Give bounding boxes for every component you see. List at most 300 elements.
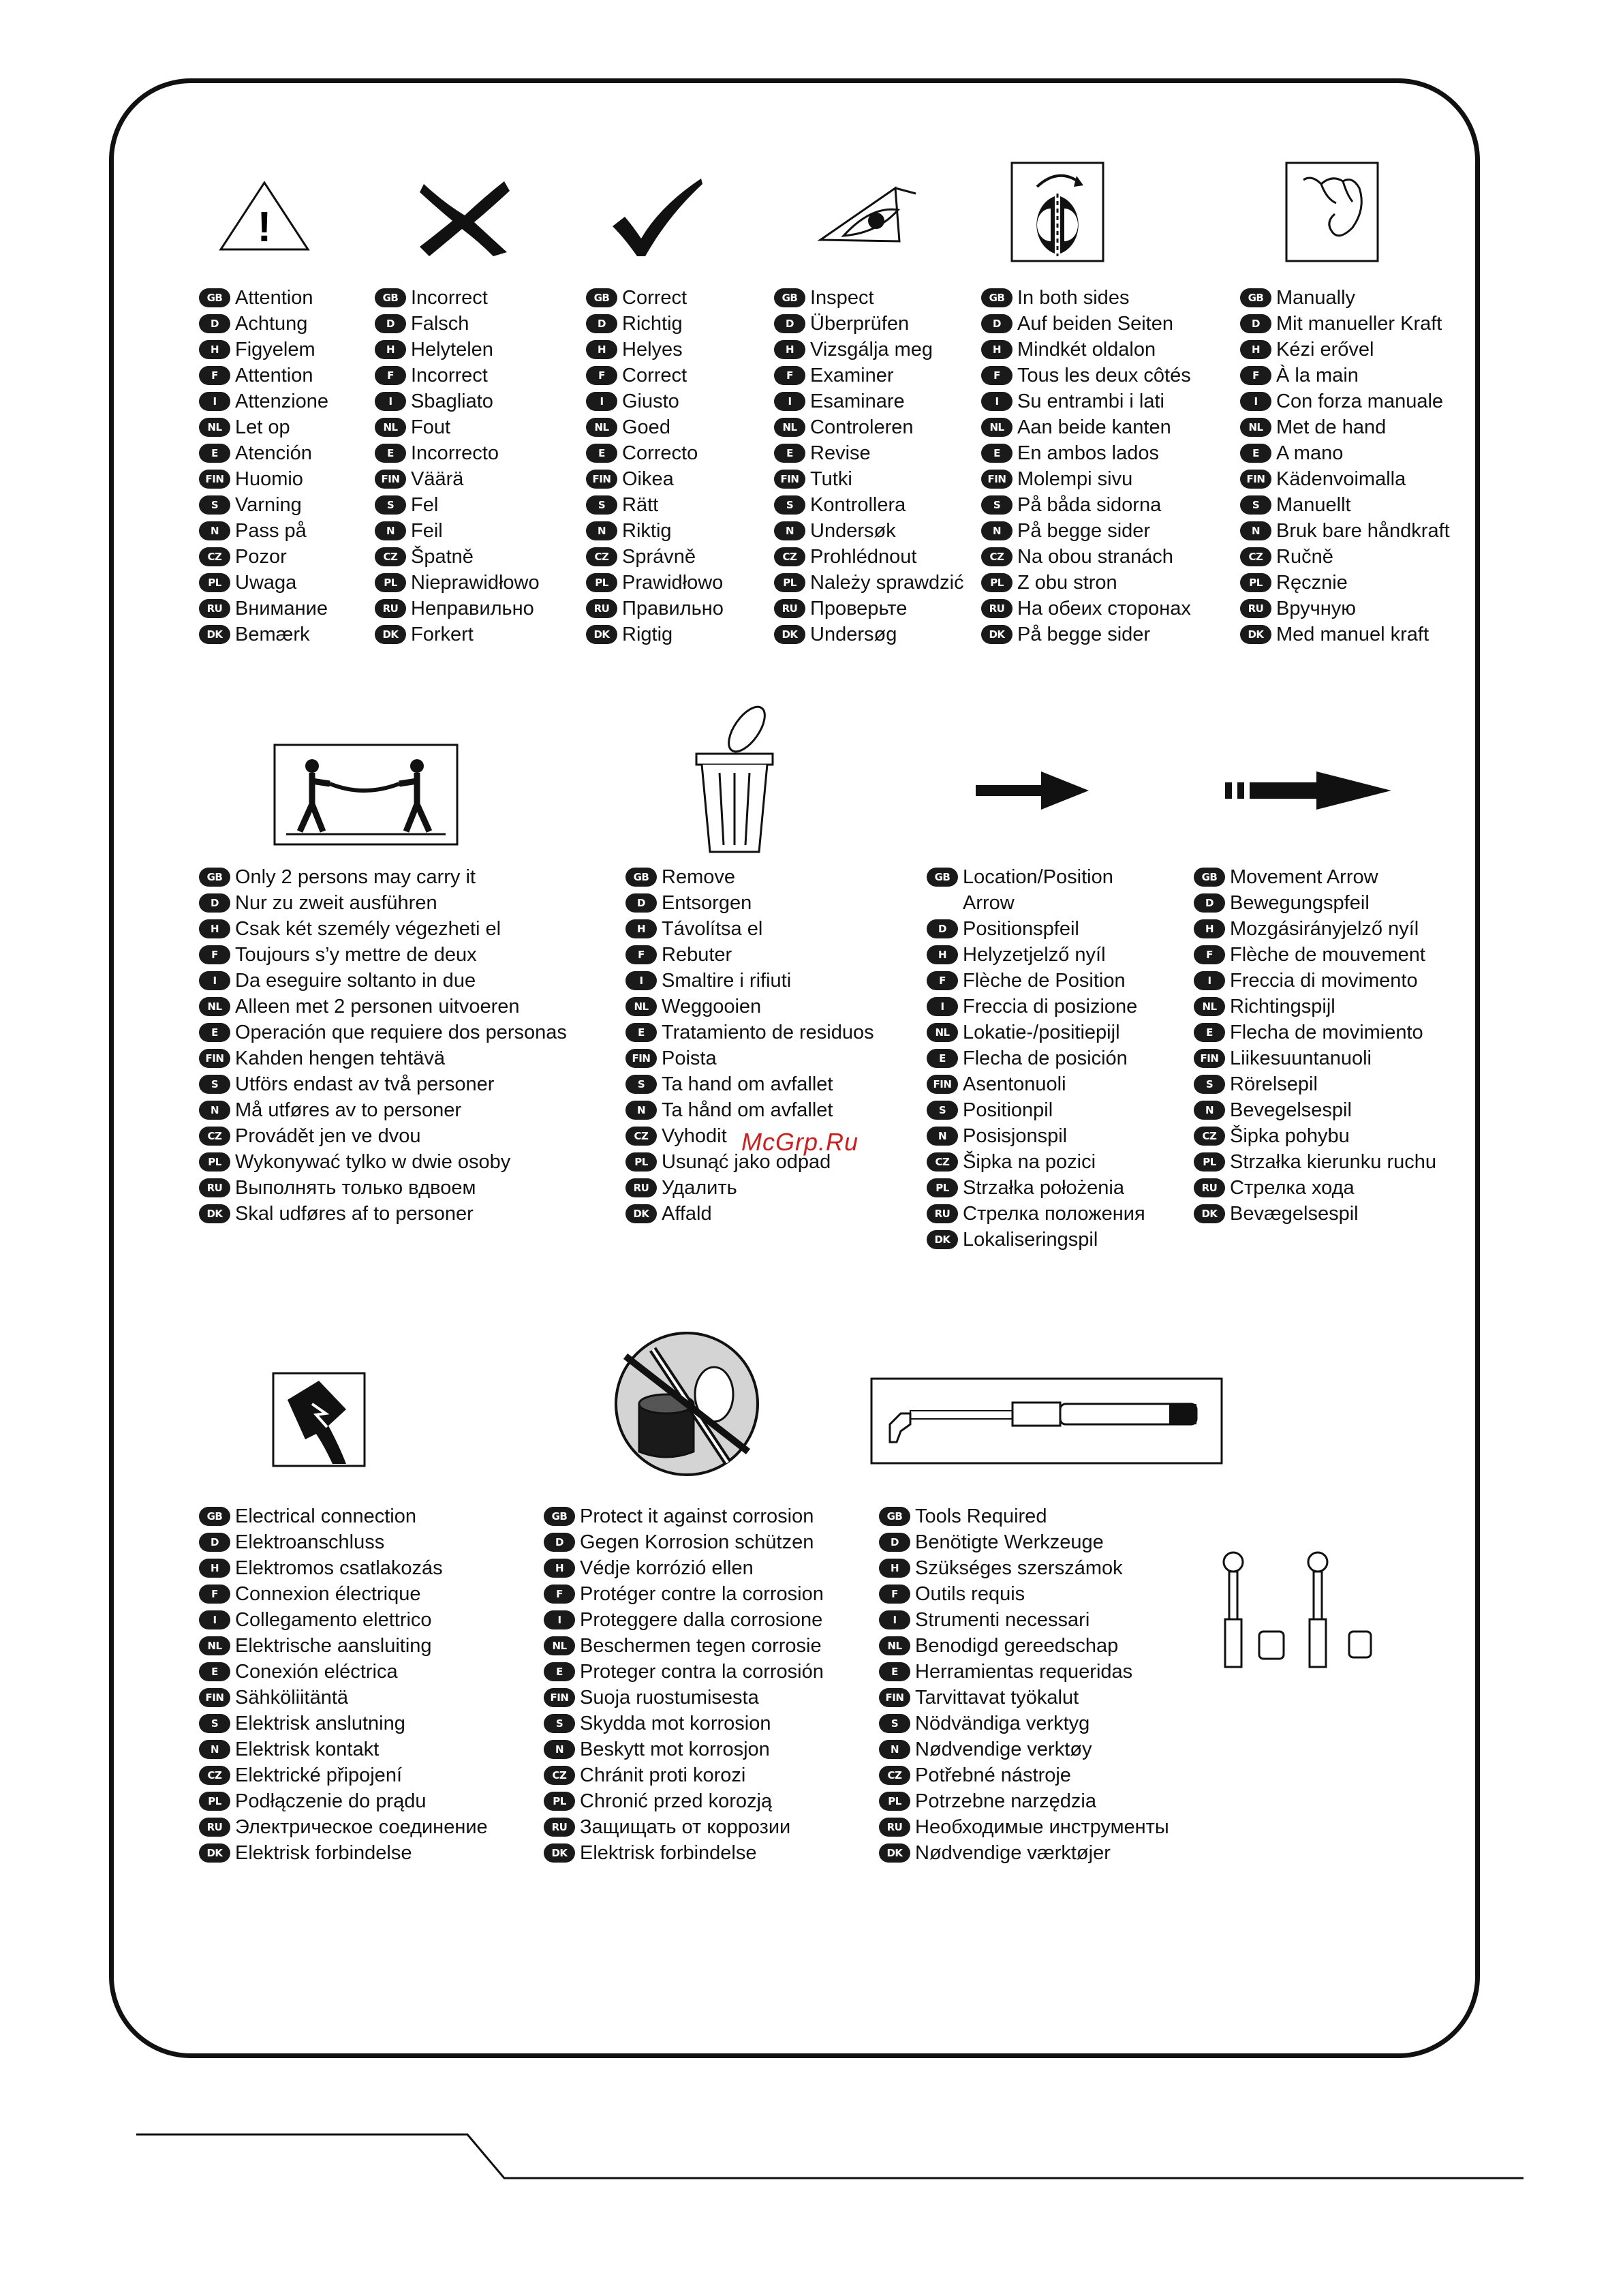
list-item	[544, 1503, 824, 1529]
list-item	[199, 1529, 488, 1555]
list-item	[199, 994, 567, 1020]
list-item	[199, 1840, 488, 1866]
list-item	[981, 518, 1191, 544]
list-item	[199, 1788, 488, 1814]
translation-text: Elektrické připojení	[235, 1764, 402, 1786]
list-item	[199, 1814, 488, 1840]
translation-text: Podłączenie do prądu	[235, 1790, 427, 1812]
language-badge: H	[1194, 919, 1225, 938]
list-item	[199, 1503, 488, 1529]
list-item	[774, 337, 964, 363]
translation-text: Pass på	[235, 520, 307, 542]
list-item	[375, 388, 540, 414]
language-badge: N	[1194, 1101, 1225, 1120]
translation-text: Revise	[810, 442, 871, 464]
list-item	[199, 492, 328, 518]
language-badge: DK	[927, 1230, 958, 1249]
language-badge: N	[586, 521, 617, 540]
translation-text: Richtig	[622, 313, 683, 335]
list-item	[1194, 1071, 1436, 1097]
language-badge: I	[199, 1610, 230, 1629]
translation-text: Manuellt	[1276, 494, 1351, 516]
list-item	[375, 285, 540, 311]
language-badge: D	[879, 1533, 910, 1552]
translation-text: Bemærk	[235, 624, 310, 645]
list-location-arrow	[927, 864, 1167, 1253]
list-item	[544, 1581, 824, 1607]
language-badge: NL	[774, 418, 805, 437]
language-badge: D	[375, 314, 406, 333]
language-badge: FIN	[586, 470, 617, 489]
list-item	[927, 1071, 1167, 1097]
list-item	[879, 1581, 1169, 1607]
list-item	[981, 311, 1191, 337]
language-badge: NL	[625, 997, 657, 1016]
language-badge: PL	[879, 1792, 910, 1811]
list-item	[199, 285, 328, 311]
list-item	[625, 864, 874, 890]
language-badge: NL	[879, 1636, 910, 1655]
language-badge: DK	[199, 625, 230, 644]
language-badge: N	[1240, 521, 1271, 540]
translation-text: Proteggere dalla corrosione	[580, 1609, 823, 1631]
language-badge: S	[586, 495, 617, 515]
translation-text: Helyzetjelző nyíl	[963, 944, 1106, 966]
list-item	[199, 1711, 488, 1736]
list-item	[544, 1736, 824, 1762]
translation-text: Riktig	[622, 520, 672, 542]
translation-text: Внимание	[235, 598, 328, 619]
translation-text: Ta hånd om avfallet	[662, 1099, 833, 1121]
translation-text: Mindkét oldalon	[1017, 339, 1156, 361]
language-badge: H	[625, 919, 657, 938]
translation-text: Remove	[662, 866, 735, 888]
translation-text: Helyes	[622, 339, 683, 361]
both-sides-icon	[1010, 161, 1105, 263]
list-item	[927, 1201, 1167, 1227]
list-item	[1240, 570, 1450, 596]
language-badge: DK	[774, 625, 805, 644]
language-badge: H	[544, 1559, 575, 1578]
list-item	[879, 1607, 1169, 1633]
eye-icon	[816, 179, 918, 254]
translation-text: Undersøg	[810, 624, 897, 645]
language-badge: DK	[1240, 625, 1271, 644]
translation-text: Let op	[235, 416, 290, 438]
language-badge: D	[544, 1533, 575, 1552]
translation-text: Tutki	[810, 468, 852, 490]
translation-text: Mit manueller Kraft	[1276, 313, 1442, 335]
list-item	[544, 1685, 824, 1711]
language-badge: CZ	[199, 1127, 230, 1146]
list-item	[927, 1123, 1167, 1149]
list-incorrect	[375, 285, 540, 647]
list-item	[981, 388, 1191, 414]
language-badge: RU	[199, 1178, 230, 1197]
list-item	[199, 622, 328, 647]
translation-text: Bewegungspfeil	[1230, 892, 1370, 914]
language-badge: NL	[981, 418, 1013, 437]
translation-text: Lokatie-/positiepijl	[963, 1022, 1120, 1043]
language-badge: PL	[199, 1792, 230, 1811]
list-item	[927, 968, 1167, 994]
list-item	[981, 337, 1191, 363]
translation-text: Feil	[411, 520, 443, 542]
list-item	[544, 1762, 824, 1788]
list-item	[927, 1175, 1167, 1201]
list-item	[1240, 363, 1450, 388]
trash-bin-icon	[692, 702, 781, 859]
language-badge: N	[199, 521, 230, 540]
translation-text: Location/Position Arrow	[963, 866, 1113, 914]
hand-icon	[1284, 161, 1380, 263]
list-item	[1240, 596, 1450, 622]
language-badge: S	[774, 495, 805, 515]
list-item	[879, 1762, 1169, 1788]
translation-text: Attenzione	[235, 391, 329, 412]
translation-text: Liikesuuntanuoli	[1230, 1047, 1372, 1069]
translation-text: Inspect	[810, 287, 874, 309]
list-item	[1240, 311, 1450, 337]
translation-text: Med manuel kraft	[1276, 624, 1429, 645]
language-badge: NL	[1240, 418, 1271, 437]
list-item	[625, 942, 874, 968]
translation-text: Flèche de mouvement	[1230, 944, 1425, 966]
translation-text: Удалить	[662, 1177, 737, 1199]
translation-text: Ręcznie	[1276, 572, 1348, 594]
list-item	[199, 1020, 567, 1045]
list-item	[586, 596, 724, 622]
list-item	[774, 285, 964, 311]
translation-text: Šipka pohybu	[1230, 1125, 1350, 1147]
language-badge: GB	[1240, 288, 1271, 307]
list-item	[927, 994, 1167, 1020]
list-item	[199, 968, 567, 994]
language-badge: I	[774, 392, 805, 411]
language-badge: RU	[774, 599, 805, 618]
list-item	[375, 414, 540, 440]
list-item	[586, 414, 724, 440]
language-badge: E	[879, 1662, 910, 1681]
translation-text: Nieprawidłowo	[411, 572, 540, 594]
language-badge: GB	[879, 1507, 910, 1526]
list-item	[879, 1555, 1169, 1581]
language-badge: F	[199, 945, 230, 964]
list-item	[879, 1659, 1169, 1685]
translation-text: Bevegelsespil	[1230, 1099, 1352, 1121]
list-item	[199, 864, 567, 890]
list-item	[586, 363, 724, 388]
translation-text: Tools Required	[915, 1505, 1047, 1527]
translation-text: Mozgásirányjelző nyíl	[1230, 918, 1419, 940]
language-badge: F	[199, 1585, 230, 1604]
list-item	[625, 994, 874, 1020]
language-badge: CZ	[375, 547, 406, 566]
translation-text: Correct	[622, 287, 687, 309]
language-badge: RU	[1240, 599, 1271, 618]
list-item	[1194, 968, 1436, 994]
language-badge: RU	[544, 1818, 575, 1837]
check-icon	[610, 176, 705, 258]
language-badge: FIN	[879, 1688, 910, 1707]
language-badge: PL	[375, 573, 406, 592]
list-item	[981, 492, 1191, 518]
language-badge: H	[774, 340, 805, 359]
language-badge: H	[199, 919, 230, 938]
language-badge: RU	[879, 1818, 910, 1837]
translation-text: Proteger contra la corrosión	[580, 1661, 824, 1683]
list-item	[586, 388, 724, 414]
list-item	[586, 518, 724, 544]
language-badge: H	[981, 340, 1013, 359]
translation-text: Forkert	[411, 624, 474, 645]
translation-text: Only 2 persons may carry it	[235, 866, 476, 888]
dashed-arrow-right-icon	[1225, 770, 1393, 811]
list-inspect	[774, 285, 964, 647]
translation-text: Protect it against corrosion	[580, 1505, 814, 1527]
translation-text: Collegamento elettrico	[235, 1609, 432, 1631]
list-item	[199, 466, 328, 492]
language-badge: GB	[375, 288, 406, 307]
language-badge: I	[199, 392, 230, 411]
translation-text: Nødvendige værktøjer	[915, 1842, 1111, 1864]
list-item	[544, 1607, 824, 1633]
language-badge: D	[625, 893, 657, 913]
language-badge: D	[774, 314, 805, 333]
translation-text: Examiner	[810, 365, 894, 386]
language-badge: S	[981, 495, 1013, 515]
translation-text: Undersøk	[810, 520, 896, 542]
list-item	[774, 596, 964, 622]
translation-text: Positionspfeil	[963, 918, 1079, 940]
wrench-icon	[869, 1377, 1224, 1465]
list-item	[375, 311, 540, 337]
language-badge: NL	[199, 997, 230, 1016]
language-badge: FIN	[1240, 470, 1271, 489]
translation-text: Tratamiento de residuos	[662, 1022, 874, 1043]
translation-text: Manually	[1276, 287, 1356, 309]
language-badge: I	[981, 392, 1013, 411]
list-item	[586, 440, 724, 466]
translation-text: På båda sidorna	[1017, 494, 1162, 516]
language-badge: RU	[981, 599, 1013, 618]
translation-text: Oikea	[622, 468, 674, 490]
translation-text: Strzałka kierunku ruchu	[1230, 1151, 1437, 1173]
translation-text: Esaminare	[810, 391, 905, 412]
translation-text: Incorrecto	[411, 442, 499, 464]
language-badge: NL	[586, 418, 617, 437]
list-item	[199, 440, 328, 466]
language-badge: N	[927, 1127, 958, 1146]
language-badge: S	[199, 1714, 230, 1733]
language-badge: RU	[625, 1178, 657, 1197]
list-item	[927, 1097, 1167, 1123]
list-item	[879, 1529, 1169, 1555]
language-badge: F	[1240, 366, 1271, 385]
list-item	[199, 1097, 567, 1123]
language-badge: D	[199, 893, 230, 913]
list-item	[981, 596, 1191, 622]
translation-text: Védje korrózió ellen	[580, 1557, 754, 1579]
translation-text: Rebuter	[662, 944, 732, 966]
translation-text: Usunąć jako odpad	[662, 1151, 831, 1173]
list-item	[199, 916, 567, 942]
translation-text: Auf beiden Seiten	[1017, 313, 1173, 335]
language-badge: CZ	[199, 1766, 230, 1785]
list-item	[199, 1175, 567, 1201]
language-badge: F	[375, 366, 406, 385]
language-badge: CZ	[1240, 547, 1271, 566]
translation-text: Należy sprawdzić	[810, 572, 964, 594]
language-badge: NL	[927, 1023, 958, 1042]
list-item	[1240, 414, 1450, 440]
list-item	[879, 1736, 1169, 1762]
translation-text: Posisjonspil	[963, 1125, 1068, 1147]
language-badge: I	[1194, 971, 1225, 990]
language-badge: D	[981, 314, 1013, 333]
language-badge: D	[199, 1533, 230, 1552]
translation-text: Проверьте	[810, 598, 908, 619]
language-badge: NL	[375, 418, 406, 437]
translation-text: Skal udføres af to personer	[235, 1203, 474, 1225]
list-item	[199, 414, 328, 440]
language-badge: NL	[1194, 997, 1225, 1016]
list-item	[199, 518, 328, 544]
list-item	[625, 1071, 874, 1097]
list-item	[927, 942, 1167, 968]
language-badge: S	[927, 1101, 958, 1120]
translation-text: Achtung	[235, 313, 308, 335]
language-badge: CZ	[586, 547, 617, 566]
translation-text: Positionpil	[963, 1099, 1053, 1121]
list-item	[879, 1814, 1169, 1840]
list-item	[774, 311, 964, 337]
list-item	[625, 916, 874, 942]
language-badge: E	[625, 1023, 657, 1042]
translation-text: Asentonuoli	[963, 1073, 1066, 1095]
translation-text: Affald	[662, 1203, 712, 1225]
list-item	[544, 1814, 824, 1840]
translation-text: Überprüfen	[810, 313, 910, 335]
translation-text: Vizsgálja meg	[810, 339, 933, 361]
translation-text: Fel	[411, 494, 439, 516]
language-badge: S	[879, 1714, 910, 1733]
list-item	[375, 570, 540, 596]
language-badge: GB	[774, 288, 805, 307]
language-badge: CZ	[199, 547, 230, 566]
translation-text: Rigtig	[622, 624, 673, 645]
translation-text: Вручную	[1276, 598, 1357, 619]
list-item	[199, 1685, 488, 1711]
translation-text: Bruk bare håndkraft	[1276, 520, 1450, 542]
language-badge: GB	[927, 868, 958, 887]
list-item	[1194, 1097, 1436, 1123]
language-badge: DK	[625, 1204, 657, 1223]
language-badge: PL	[199, 573, 230, 592]
translation-text: Electrical connection	[235, 1505, 416, 1527]
language-badge: NL	[199, 1636, 230, 1655]
translation-text: På begge sider	[1017, 520, 1151, 542]
list-item	[774, 466, 964, 492]
list-item	[199, 1633, 488, 1659]
translation-text: Alleen met 2 personen uitvoeren	[235, 996, 520, 1017]
language-badge: PL	[981, 573, 1013, 592]
list-movement-arrow	[1194, 864, 1436, 1227]
language-badge: CZ	[879, 1766, 910, 1785]
list-item	[1240, 492, 1450, 518]
translation-text: Richtingspijl	[1230, 996, 1335, 1017]
list-item	[375, 363, 540, 388]
paint-brush-can-icon	[612, 1329, 762, 1479]
language-badge: CZ	[981, 547, 1013, 566]
language-badge: I	[625, 971, 657, 990]
list-item	[879, 1788, 1169, 1814]
translation-text: Su entrambi i lati	[1017, 391, 1164, 412]
translation-text: Elektrisk forbindelse	[235, 1842, 412, 1864]
list-item	[625, 1020, 874, 1045]
language-badge: I	[375, 392, 406, 411]
translation-text: En ambos lados	[1017, 442, 1159, 464]
translation-text: Protéger contre la corrosion	[580, 1583, 824, 1605]
language-badge: DK	[981, 625, 1013, 644]
translation-text: На обеих сторонах	[1017, 598, 1191, 619]
translation-text: Sähköliitäntä	[235, 1687, 349, 1709]
list-item	[586, 311, 724, 337]
translation-text: Toujours s’y mettre de deux	[235, 944, 477, 966]
list-item	[199, 1071, 567, 1097]
translation-text: Flecha de movimiento	[1230, 1022, 1423, 1043]
translation-text: Uwaga	[235, 572, 297, 594]
list-item	[774, 518, 964, 544]
language-badge: CZ	[1194, 1127, 1225, 1146]
translation-text: Potrzebne narzędzia	[915, 1790, 1096, 1812]
list-item	[774, 570, 964, 596]
language-badge: FIN	[544, 1688, 575, 1707]
list-item	[927, 916, 1167, 942]
translation-text: Varning	[235, 494, 302, 516]
translation-text: Na obou stranách	[1017, 546, 1173, 568]
language-badge: S	[375, 495, 406, 515]
list-item	[625, 890, 874, 916]
language-badge: CZ	[544, 1766, 575, 1785]
language-badge: DK	[1194, 1204, 1225, 1223]
translation-text: Poista	[662, 1047, 717, 1069]
translation-text: Conexión eléctrica	[235, 1661, 398, 1683]
list-item	[1240, 466, 1450, 492]
translation-text: Aan beide kanten	[1017, 416, 1171, 438]
translation-text: Giusto	[622, 391, 679, 412]
translation-text: Benodigd gereedschap	[915, 1635, 1119, 1657]
list-item	[199, 1123, 567, 1149]
translation-text: Correct	[622, 365, 687, 386]
translation-text: Controleren	[810, 416, 914, 438]
translation-text: Da eseguire soltanto in due	[235, 970, 476, 992]
language-badge: DK	[586, 625, 617, 644]
translation-text: Prawidłowo	[622, 572, 724, 594]
language-badge: H	[199, 1559, 230, 1578]
language-badge: D	[927, 919, 958, 938]
language-badge: PL	[625, 1152, 657, 1172]
list-item	[199, 1607, 488, 1633]
translation-text: Met de hand	[1276, 416, 1387, 438]
language-badge: N	[375, 521, 406, 540]
translation-text: Tarvittavat työkalut	[915, 1687, 1079, 1709]
translation-text: Стрелка положения	[963, 1203, 1145, 1225]
translation-text: Šipka na pozici	[963, 1151, 1096, 1173]
translation-text: Strumenti necessari	[915, 1609, 1090, 1631]
warning-triangle-icon	[217, 179, 312, 254]
list-item	[199, 570, 328, 596]
